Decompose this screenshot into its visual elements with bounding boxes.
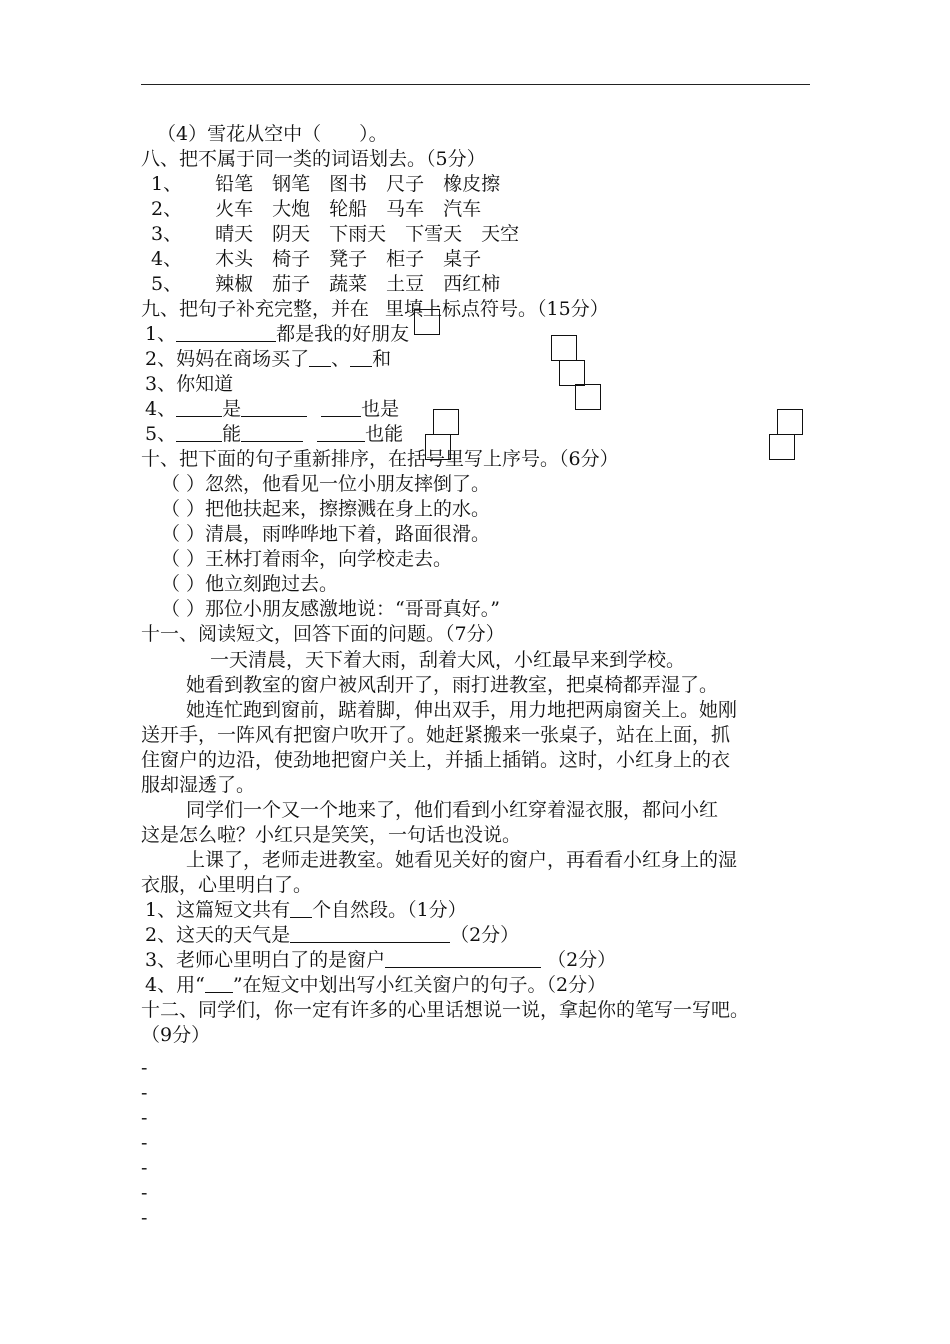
punctuation-box[interactable] <box>575 384 601 410</box>
passage-p5: 上课了，老师走进教室。她看见关好的窗户，再看看小红身上的湿 <box>186 849 738 871</box>
passage-p4: 同学们一个又一个地来了，他们看到小红穿着湿衣服，都问小红 <box>186 799 719 821</box>
blank[interactable] <box>176 322 276 342</box>
s9-item-1: 1、 都是我的好朋友 <box>145 323 410 345</box>
s8-row-2: 2、 火车 大炮 轮船 马车 汽车 <box>151 198 482 220</box>
passage-p5: 衣服，心里明白了。 <box>141 874 313 896</box>
passage-p3: 住窗户的边沿，使劲地把窗户关上，并插上插销。这时，小红身上的衣 <box>141 749 731 771</box>
s10-item: （ ）那位小朋友感激地说：“哥哥真好。” <box>161 598 500 620</box>
header-rule <box>141 84 810 85</box>
blank[interactable] <box>309 347 331 367</box>
s10-item: （ ）把他扶起来，擦擦溅在身上的水。 <box>161 498 491 520</box>
s11-question-2: 2、这天的天气是 （2分） <box>145 924 520 946</box>
writing-line[interactable]: - <box>141 1057 148 1079</box>
writing-line[interactable]: - <box>141 1207 148 1229</box>
s11-question-3: 3、老师心里明白了的是窗户 （2分） <box>145 949 617 971</box>
writing-line[interactable]: - <box>141 1157 148 1179</box>
s9-item-2: 2、妈妈在商场买了 、 和 <box>145 348 392 370</box>
blank[interactable] <box>176 397 222 417</box>
s8-row-3: 3、 晴天 阴天 下雨天 下雪天 天空 <box>151 223 520 245</box>
section-12-title: 十二、同学们，你一定有许多的心里话想说一说，拿起你的笔写一写吧。 <box>141 999 750 1021</box>
blank[interactable] <box>290 923 450 943</box>
s8-row-5: 5、 辣椒 茄子 蔬菜 土豆 西红柿 <box>151 273 501 295</box>
s9-item-4: 4、 是 也是 <box>145 398 400 420</box>
s8-row-4: 4、 木头 椅子 凳子 柜子 桌子 <box>151 248 482 270</box>
blank[interactable] <box>290 898 312 918</box>
writing-line[interactable]: - <box>141 1132 148 1154</box>
punctuation-box[interactable] <box>777 409 803 435</box>
passage-p2: 她看到教室的窗户被风刮开了，雨打进教室，把桌椅都弄湿了。 <box>186 674 719 696</box>
section-10-title: 十、把下面的句子重新排序，在括号里写上序号。（6分） <box>141 448 619 470</box>
s11-question-4: 4、用“ ”在短文中划出写小红关窗户的句子。（2分） <box>145 974 607 996</box>
section-8-title: 八、把不属于同一类的词语划去。（5分） <box>141 148 486 170</box>
blank[interactable] <box>241 397 307 417</box>
s10-item: （ ）清晨，雨哗哗地下着，路面很滑。 <box>161 523 491 545</box>
writing-line[interactable]: - <box>141 1182 148 1204</box>
blank[interactable] <box>385 948 541 968</box>
section-9-title: 九、把句子补充完整，并在 里填上标点符号。（15分） <box>141 298 609 320</box>
blank[interactable] <box>317 422 365 442</box>
s9-item-3: 3、你知道 <box>145 373 234 395</box>
blank[interactable] <box>350 347 372 367</box>
underline-symbol <box>205 973 233 993</box>
passage-p1: 一天清晨，天下着大雨，刮着大风，小红最早来到学校。 <box>210 649 686 671</box>
s10-item: （ ）他立刻跑过去。 <box>161 573 339 595</box>
blank[interactable] <box>241 422 303 442</box>
punctuation-box[interactable] <box>769 434 795 460</box>
s10-item: （ ）王林打着雨伞，向学校走去。 <box>161 548 453 570</box>
writing-line[interactable]: - <box>141 1107 148 1129</box>
section-12-title-points: （9分） <box>141 1024 211 1046</box>
punctuation-box[interactable] <box>551 335 577 361</box>
s11-question-1: 1、这篇短文共有 个自然段。（1分） <box>145 899 467 921</box>
section-11-title: 十一、阅读短文，回答下面的问题。（7分） <box>141 623 505 645</box>
s8-row-1: 1、 铅笔 钢笔 图书 尺子 橡皮擦 <box>151 173 501 195</box>
passage-p3: 服却湿透了。 <box>141 774 256 796</box>
punctuation-box[interactable] <box>414 309 440 335</box>
passage-p4: 这是怎么啦？小红只是笑笑，一句话也没说。 <box>141 824 522 846</box>
punctuation-box[interactable] <box>433 409 459 435</box>
writing-line[interactable]: - <box>141 1082 148 1104</box>
s9-item-5: 5、 能 也能 <box>145 423 404 445</box>
passage-p3: 送开手，一阵风有把窗户吹开了。她赶紧搬来一张桌子，站在上面，抓 <box>141 724 731 746</box>
blank[interactable] <box>321 397 361 417</box>
punctuation-box[interactable] <box>559 360 585 386</box>
blank[interactable] <box>176 422 222 442</box>
q7-item-4: （4）雪花从空中（ ）。 <box>157 123 388 145</box>
passage-p3: 她连忙跑到窗前，踮着脚，伸出双手，用力地把两扇窗关上。她刚 <box>186 699 738 721</box>
s10-item: （ ）忽然，他看见一位小朋友摔倒了。 <box>161 473 491 495</box>
